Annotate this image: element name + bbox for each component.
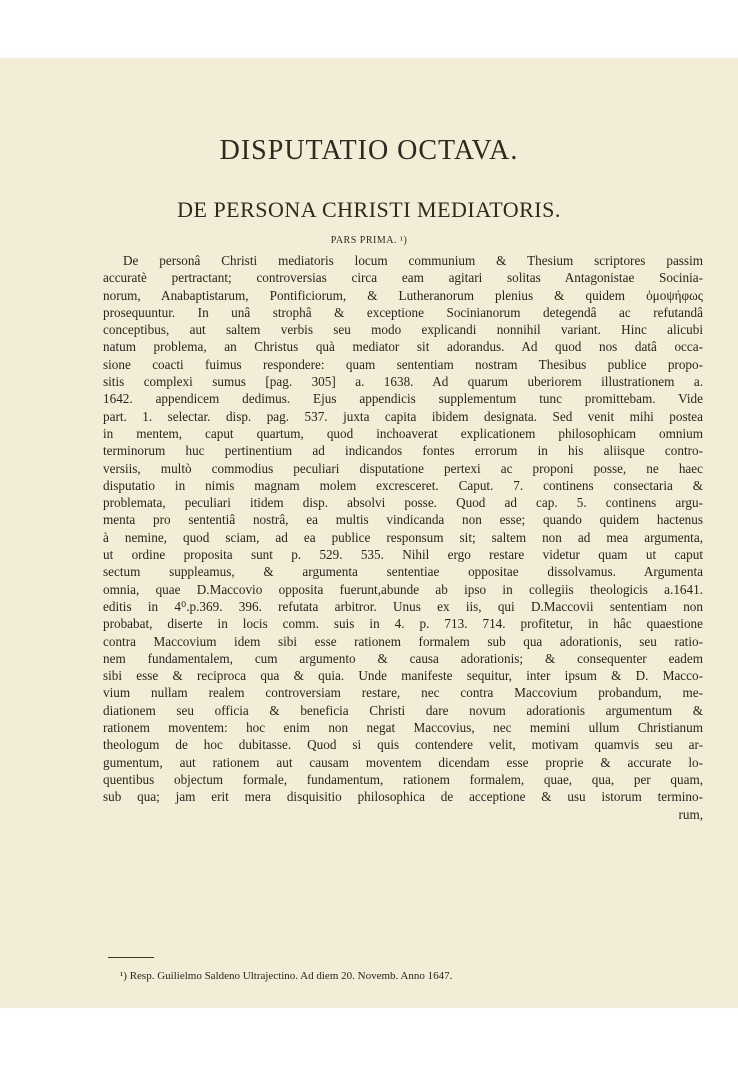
body-text [103, 252, 703, 823]
text-line: norum, Anabaptistarum, Pontificiorum, & Lutheranorum plenius & quidem ὁμοψήφως [103, 287, 703, 303]
text-line: omnia, quae D.Maccovio opposita fuerunt,abunde ab ipso in collegiis theologicis a.1641. [103, 581, 703, 597]
text-line: terminorum huc pertinentium ad indicandos fontes errorum in his aliisque contro- [103, 443, 703, 459]
text-line: disputatio in nimis magnam molem excresceret. Caput. 7. continens consectaria & [103, 477, 703, 493]
text-line: prosequuntur. In unâ strophâ & exceptione Socinianorum detegendâ ac refutandâ [103, 304, 703, 320]
text-line: theologum de hoc dubitasse. Quod si quis contendere velit, motivam quamvis seu ar- [103, 737, 703, 753]
text-line: quentibus objectum formale, fundamentum, rationem formalem, quae, qua, per quam, [103, 771, 703, 787]
text-line: sectum suppleamus, & argumenta sententiae oppositae dissolvamus. Argumenta [103, 564, 703, 580]
text-line: sitis complexi sumus [pag. 305] a. 1638. Ad quarum uberiorem illustrationem a. [103, 374, 703, 390]
text-line: in mentem, caput quartum, quod inchoaverat explicationem philosophicam omnium [103, 425, 703, 441]
text-line: natum problema, an Christus quà mediator sit adorandus. Ad quod nos datâ occa- [103, 339, 703, 355]
text-line: De personâ Christi mediatoris locum communium & Thesium scriptores passim [123, 253, 703, 268]
footnote: ¹) Resp. Guilielmo Saldeno Ultrajectino. Ad diem 20. Novemb. Anno 1647. [120, 970, 453, 982]
text-line: rum, [678, 806, 703, 822]
text-line: sione coacti fuimus respondere: quam sententiam nostram Thesibus publice propo- [103, 356, 703, 372]
text-line: conceptibus, aut saltem verbis seu modo explicandi nonnihil variant. Hinc alicubi [103, 322, 703, 338]
page-title: DISPUTATIO OCTAVA. [219, 135, 519, 166]
text-line: contra Maccovium idem sibi esse rationem formalem sub qua adorationis, seu ratio- [103, 633, 703, 649]
text-line: menta pro sententiâ nostrâ, ea multis vindicanda non esse; quando quidem hactenus [103, 512, 703, 528]
text-line: ut ordine proposita sunt p. 529. 535. Nihil ergo restare videtur quam ut caput [103, 547, 703, 563]
footnote-divider [108, 957, 154, 958]
text-line: à nemine, quod sciam, ad ea publice responsum sit; saltem non ad mea argumenta, [103, 529, 703, 545]
page-subtitle: DE PERSONA CHRISTI MEDIATORIS. [177, 197, 561, 222]
text-line: probabat, diserte in locis comm. suis in 4. p. 713. 714. profitetur, in hâc quaestione [103, 616, 703, 632]
text-line: sibi esse & reciproca qua & quia. Unde manifeste sequitur, inter ipsum & D. Macco- [103, 668, 703, 684]
section-label: PARS PRIMA. ¹) [330, 235, 408, 246]
text-line: versiis, multò commodius peculiari disputatione pertexi ac proponi posse, ne haec [103, 460, 703, 476]
text-line: sub qua; jam erit mera disquisitio philosophica de acceptione & usu istorum termino- [103, 789, 703, 805]
text-line: gumentum, aut rationem aut causam moventem dicendam esse proprie & accurate lo- [103, 754, 703, 770]
text-line: accuratè pertractant; controversias circa eam agitari solitas Antagonistae Socinia- [103, 270, 703, 286]
text-line: vium nullam realem controversiam restare, nec contra Maccovium probandum, me- [103, 685, 703, 701]
text-line: nem fundamentalem, cum argumento & causa adorationis; & consequenter eadem [103, 650, 703, 666]
text-line: rationem moventem: hoc enim non negat Maccovius, nec memini ullum Christianum [103, 720, 703, 736]
text-line: problemata, peculiari itidem disp. absolvi posse. Quod ad cap. 5. continens argu- [103, 495, 703, 511]
text-line: diationem seu officia & beneficia Christi dare novum adorationis argumentum & [103, 702, 703, 718]
text-line: 1642. appendicem dedimus. Ejus appendicis supplementum tunc promittebam. Vide [103, 391, 703, 407]
text-line: part. 1. selectar. disp. pag. 537. juxta capita ibidem designata. Sed venit mihi postea [103, 408, 703, 424]
text-line: editis in 4⁰.p.369. 396. refutata arbitror. Unus ex iis, qui D.Maccovii sententiam non [103, 598, 703, 614]
